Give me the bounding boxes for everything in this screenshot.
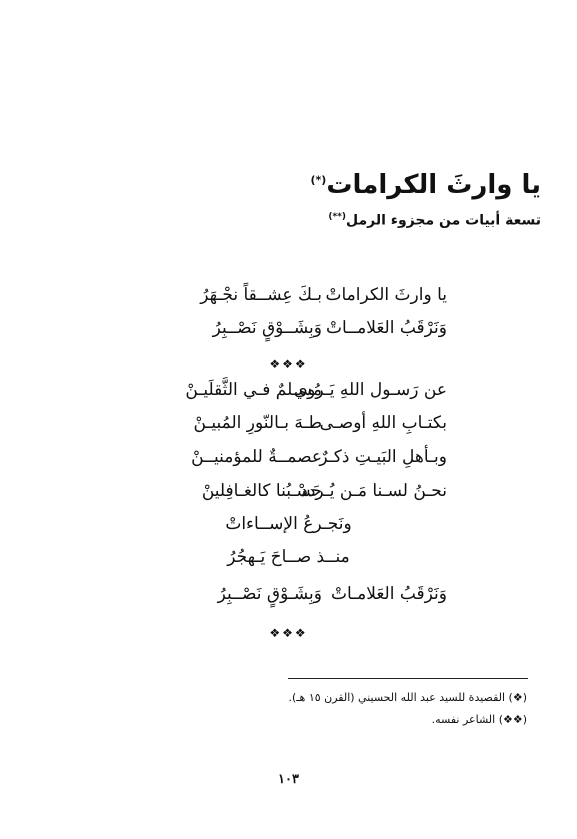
title-footnote-marker: (*) [310,173,327,187]
stanza-separator: ❖❖❖ [269,357,308,371]
page-number: ١٠٣ [278,772,299,787]
verse-second-hemistich: مُسـلمٌ فـي الثَّقلَيـنْ [185,380,322,400]
verse-centered-line: منــذ صــاحَ يَـهجُرُ [227,547,350,567]
verse-line [0,318,577,348]
verse-line [0,285,577,315]
verse-second-hemistich: عصمــةٌ للمؤمنيــنْ [191,447,322,467]
verse-first-hemistich: يا وارثَ الكراماتْ [325,285,447,305]
poem-title-text: يا وارثَ الكرامات [326,170,541,200]
verse-line [0,380,577,410]
verse-second-hemistich: طـهَ بـالنّورِ المُبيـنْ [193,413,322,433]
poem-title [311,170,541,200]
verse-second-hemistich: بـكَ عِشــقاً نجْـهَرُ [200,285,322,305]
verse-first-hemistich: وَنَرْقَبُ العَلامـاتْ [330,584,447,604]
verse-first-hemistich: بكتـابِ اللهِ أوصـى [319,413,447,433]
verse-line [0,584,577,614]
verse-line [0,481,577,511]
verse-first-hemistich: نحـنُ لسـنا مَـن يُـردد [300,481,447,501]
verse-second-hemistich: وَبِشَـوْقٍ نَصْــبِرُ [217,584,322,604]
verse-second-hemistich: حَسْـبُنا كالغـافِلينْ [201,481,322,501]
verse-line [0,413,577,443]
poem-subtitle-text: تسعة أبيات من مجزوء الرمل [345,212,541,229]
verse-centered-line: ونَجـرعُ الإســاءاتْ [225,514,352,534]
verse-first-hemistich: وَنَرْقَبُ العَلامــاتْ [325,318,447,338]
footnote-divider [288,678,528,679]
footnote: (❖) القصيدة للسيد عبد الله الحسيني (القرن ١٥ هـ). [288,691,527,704]
verse-first-hemistich: عن رَسـول اللهِ يَـروي [293,380,447,400]
footnote: (❖❖) الشاعر نفسه. [431,713,527,726]
verse-line [0,447,577,477]
verse-second-hemistich: وَبِشَــوْقٍ نَصْــبِرُ [212,318,322,338]
poem-subtitle [328,212,541,229]
verse-first-hemistich: وبـأهلِ البَيـتِ ذكـرٌ [319,447,447,467]
subtitle-footnote-marker: (**) [328,212,346,222]
stanza-separator: ❖❖❖ [269,626,308,640]
